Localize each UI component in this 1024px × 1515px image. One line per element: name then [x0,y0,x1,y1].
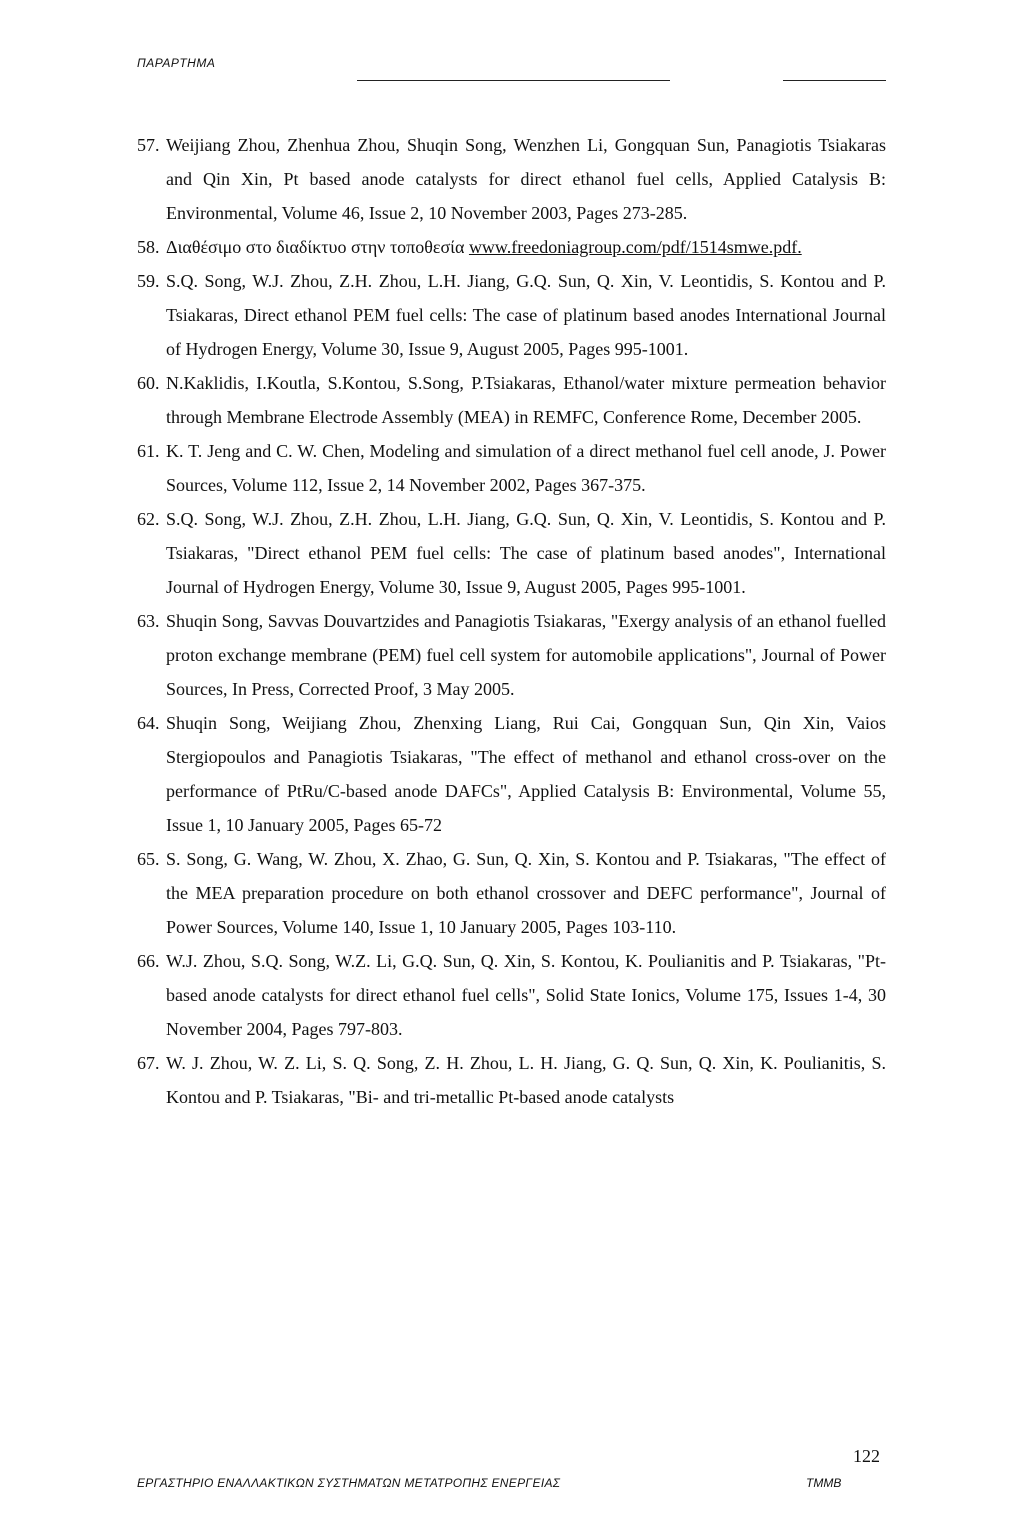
reference-number: 62. [137,509,160,529]
reference-text: W. J. Zhou, W. Z. Li, S. Q. Song, Z. H. Zhou, L. H. Jiang, G. Q. Sun, Q. Xin, K. Poulianitis, S. Kontou and P. Tsiakaras, "Bi- and tri-metallic Pt-based anode catalysts [166,1053,886,1107]
reference-58 [137,230,886,264]
header-rule-left [357,80,670,81]
reference-number: 63. [137,611,160,631]
reference-67 [137,1046,886,1114]
reference-text: Weijiang Zhou, Zhenhua Zhou, Shuqin Song, Wenzhen Li, Gongquan Sun, Panagiotis Tsiakaras and Qin Xin, Pt based anode catalysts for direct ethanol fuel cells, Applied Catalysis B: Environmental, Volume 46, Issue 2, 10 November 2003, Pages 273-285. [166,135,886,223]
reference-text: S.Q. Song, W.J. Zhou, Z.H. Zhou, L.H. Jiang, G.Q. Sun, Q. Xin, V. Leontidis, S. Kontou and P. Tsiakaras, Direct ethanol PEM fuel cells: The case of platinum based anodes International Journal of Hydrogen Energy, Volume 30, Issue 9, August 2005, Pages 995-1001. [166,271,886,359]
reference-number: 57. [137,135,160,155]
reference-number: 58. [137,237,160,257]
reference-65 [137,842,886,944]
reference-text: W.J. Zhou, S.Q. Song, W.Z. Li, G.Q. Sun, Q. Xin, S. Kontou, K. Poulianitis and P. Tsiakaras, "Pt-based anode catalysts for direct ethanol fuel cells", Solid State Ionics, Volume 175, Issues 1-4, 30 November 2004, Pages 797-803. [166,951,886,1039]
reference-text: N.Kaklidis, I.Koutla, S.Kontou, S.Song, P.Tsiakaras, Ethanol/water mixture permeation behavior through Membrane Electrode Assembly (MEA) in REMFC, Conference Rome, December 2005. [166,373,886,427]
reference-link[interactable]: www.freedoniagroup.com/pdf/1514smwe.pdf. [468,237,802,257]
reference-number: 59. [137,271,160,291]
reference-text [166,230,886,264]
footer-department: ΤΜΜΒ [806,1476,842,1490]
reference-text-lead: Διαθέσιμο στο διαδίκτυο στην τοποθεσία [166,237,469,257]
page-header-label: ΠΑΡΑΡΤΗΜΑ [137,56,216,70]
reference-text: S. Song, G. Wang, W. Zhou, X. Zhao, G. Sun, Q. Xin, S. Kontou and P. Tsiakaras, "The effect of the MEA preparation procedure on both ethanol crossover and DEFC performance", Journal of Power Sources, Volume 140, Issue 1, 10 January 2005, Pages 103-110. [166,849,886,937]
reference-60 [137,366,886,434]
reference-number: 66. [137,951,160,971]
reference-64 [137,706,886,842]
reference-number: 61. [137,441,160,461]
reference-text: K. T. Jeng and C. W. Chen, Modeling and simulation of a direct methanol fuel cell anode, J. Power Sources, Volume 112, Issue 2, 14 November 2002, Pages 367-375. [166,441,886,495]
footer-lab-name: ΕΡΓΑΣΤΗΡΙΟ ΕΝΑΛΛΑΚΤΙΚΩΝ ΣΥΣΤΗΜΑΤΩΝ ΜΕΤΑΤΡΟΠΗΣ ΕΝΕΡΓΕΙΑΣ [137,1476,561,1490]
reference-66 [137,944,886,1046]
reference-62 [137,502,886,604]
reference-number: 60. [137,373,160,393]
reference-57 [137,128,886,230]
reference-61 [137,434,886,502]
reference-list [137,128,886,1114]
reference-text: Shuqin Song, Savvas Douvartzides and Panagiotis Tsiakaras, "Exergy analysis of an ethanol fuelled proton exchange membrane (PEM) fuel cell system for automobile applications", Journal of Power Sources, In Press, Corrected Proof, 3 May 2005. [166,611,886,699]
reference-number: 64. [137,713,160,733]
page-number: 122 [853,1446,880,1466]
reference-text: S.Q. Song, W.J. Zhou, Z.H. Zhou, L.H. Jiang, G.Q. Sun, Q. Xin, V. Leontidis, S. Kontou and P. Tsiakaras, "Direct ethanol PEM fuel cells: The case of platinum based anodes", International Journal of Hydrogen Energy, Volume 30, Issue 9, August 2005, Pages 995-1001. [166,509,886,597]
header-rule-right [783,80,886,81]
reference-63 [137,604,886,706]
reference-number: 65. [137,849,160,869]
reference-text: Shuqin Song, Weijiang Zhou, Zhenxing Liang, Rui Cai, Gongquan Sun, Qin Xin, Vaios Stergiopoulos and Panagiotis Tsiakaras, "The effect of methanol and ethanol cross-over on the performance of PtRu/C-based anode DAFCs", Applied Catalysis B: Environmental, Volume 55, Issue 1, 10 January 2005, Pages 65-72 [166,713,886,835]
reference-59 [137,264,886,366]
reference-number: 67. [137,1053,160,1073]
